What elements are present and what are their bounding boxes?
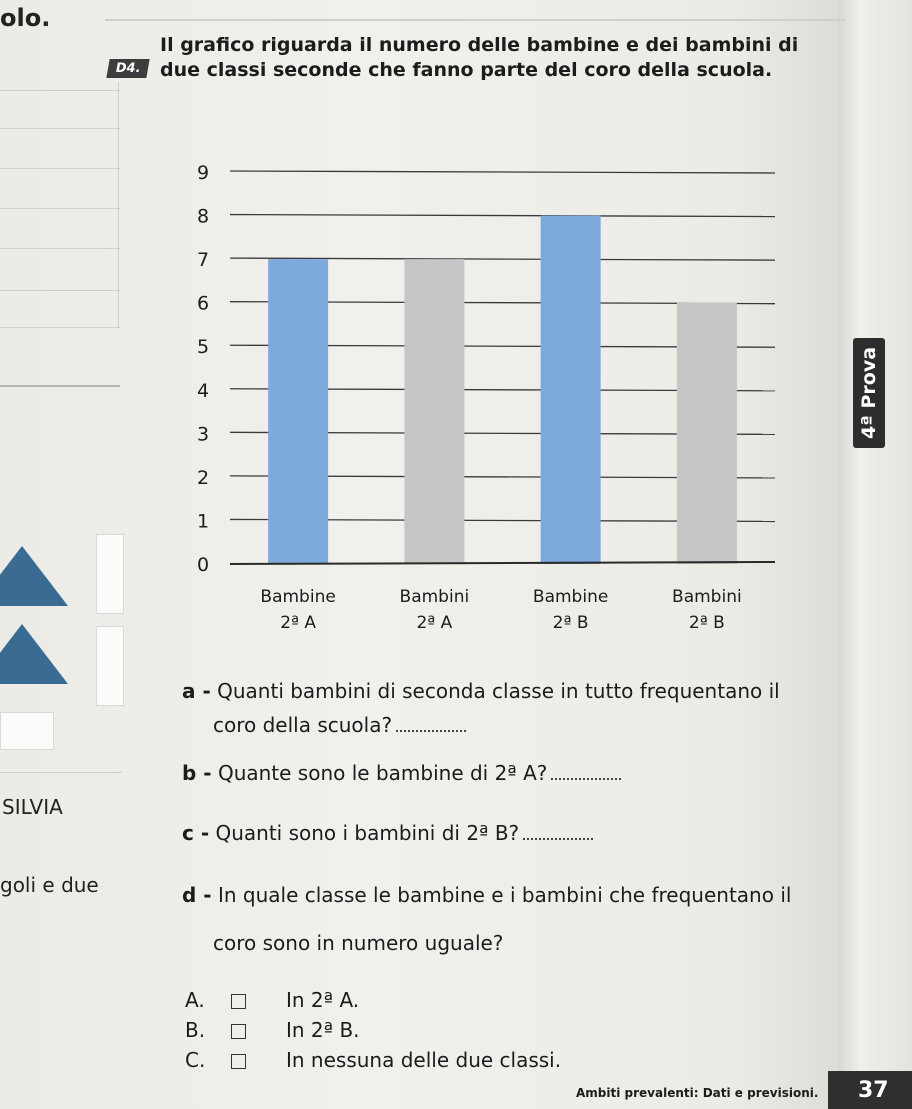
option-letter: C. [185, 1048, 206, 1072]
x-tick-label: 2ª B [688, 613, 725, 630]
y-tick-label: 7 [196, 249, 210, 272]
question-a-letter: a - [182, 679, 211, 703]
divider [0, 290, 120, 291]
y-tick-label: 2 [196, 466, 210, 489]
question-b-letter: b - [182, 761, 212, 785]
box-shape [0, 712, 54, 750]
divider [118, 82, 119, 327]
answer-blank[interactable] [551, 778, 621, 780]
x-tick-label: 2ª A [280, 613, 317, 630]
option-c[interactable] [185, 1048, 561, 1072]
divider [0, 248, 120, 249]
side-tab [853, 338, 885, 448]
y-tick-label: 4 [196, 379, 210, 402]
option-text: In 2ª B. [286, 1018, 360, 1042]
question-a-text: Quanti bambini di seconda classe in tutto frequentano il [217, 679, 780, 703]
x-tick-label: Bambini [399, 587, 470, 607]
question-a-cont [213, 710, 466, 740]
question-a-text2: coro della scuola? [213, 713, 393, 737]
y-tick-label: 5 [196, 336, 210, 359]
divider [0, 772, 122, 773]
divider [0, 168, 120, 169]
checkbox[interactable] [231, 1024, 246, 1039]
checkbox[interactable] [231, 994, 246, 1009]
x-tick-label: 2ª A [416, 613, 453, 630]
option-letter: A. [185, 988, 205, 1012]
exercise-badge: D4. [106, 59, 149, 78]
y-tick-label: 9 [196, 162, 210, 184]
question-a [182, 676, 822, 706]
y-tick-label: 0 [196, 554, 210, 576]
y-tick-label: 8 [196, 205, 210, 228]
y-tick-label: 3 [196, 423, 210, 446]
option-text: In 2ª A. [286, 988, 360, 1012]
box-shape [96, 534, 124, 614]
y-tick-label: 1 [196, 510, 210, 533]
option-a[interactable] [185, 988, 359, 1012]
gridline [230, 171, 775, 173]
footer-text: Ambiti prevalenti: Dati e previsioni. [576, 1086, 819, 1100]
divider [0, 128, 120, 129]
question-d-text2: coro sono in numero uguale? [213, 931, 504, 955]
question-c-text: Quanti sono i bambini di 2ª B? [215, 821, 520, 845]
divider [0, 90, 120, 91]
bar [541, 216, 601, 564]
x-tick-label: Bambine [532, 587, 609, 607]
divider [0, 208, 120, 209]
page-spine [838, 0, 912, 1109]
previous-page-strip [0, 0, 122, 1109]
question-b-text: Quante sono le bambine di 2ª A? [217, 761, 548, 785]
option-text: In nessuna delle due classi. [286, 1048, 562, 1072]
triangle-shape [0, 624, 68, 684]
question-d-text: In quale classe le bambine e i bambini che frequentano il [217, 883, 792, 907]
side-tab-label: 4ª Prova [858, 346, 880, 440]
previous-page-word: olo. [0, 4, 51, 32]
question-d [182, 880, 822, 910]
x-tick-label: 2ª B [552, 613, 589, 630]
header-line [105, 19, 845, 21]
gridline [230, 215, 775, 217]
side-word: SILVIA [2, 795, 63, 819]
question-c [182, 818, 593, 848]
question-c-letter: c - [182, 821, 210, 845]
bar [677, 303, 737, 564]
y-tick-label: 6 [196, 292, 210, 315]
bar [268, 259, 328, 564]
divider [0, 327, 120, 328]
question-d-cont [213, 928, 503, 958]
answer-blank[interactable] [396, 730, 466, 732]
box-shape [96, 626, 124, 706]
divider [0, 385, 120, 387]
side-word: goli e due [0, 873, 99, 897]
x-tick-label: Bambini [672, 587, 742, 607]
answer-blank[interactable] [523, 838, 593, 840]
question-d-letter: d - [182, 883, 212, 907]
exercise-title: Il grafico riguarda il numero delle bambine e dei bambini di due classi seconde che fanno parte del coro della scuola. [160, 34, 799, 81]
triangle-shape [0, 546, 68, 606]
bar-chart [185, 150, 785, 630]
option-b[interactable] [185, 1018, 360, 1042]
x-tick-label: Bambine [260, 587, 336, 607]
bar [404, 259, 464, 564]
checkbox[interactable] [231, 1054, 246, 1069]
question-b [182, 758, 621, 788]
page-number: 37 [828, 1071, 912, 1109]
option-letter: B. [185, 1018, 206, 1042]
